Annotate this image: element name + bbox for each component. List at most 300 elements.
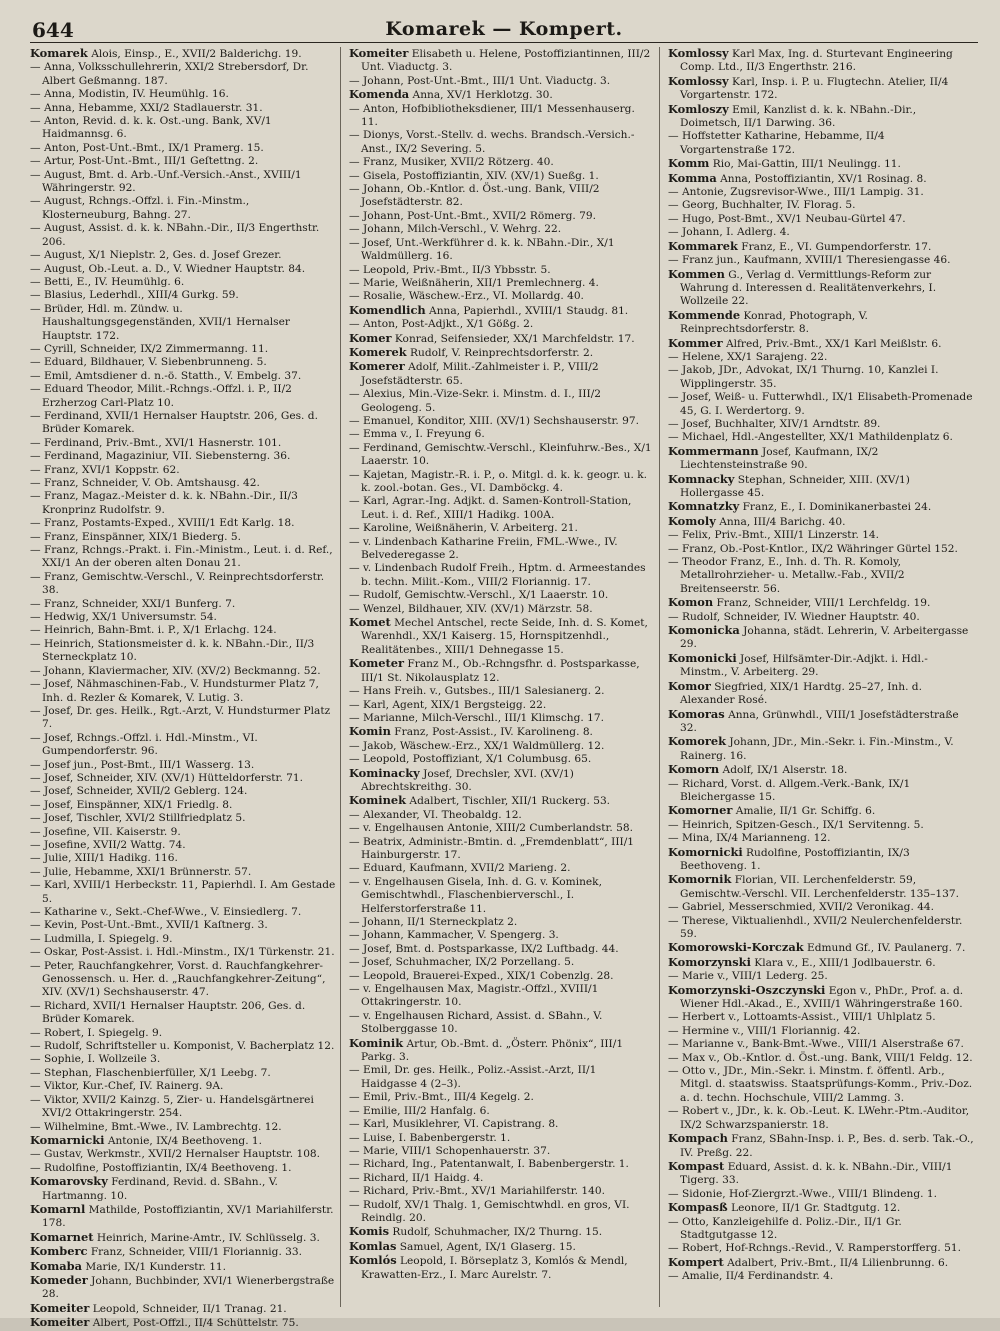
- directory-entry: [349, 1199, 655, 1226]
- entry-text: Anna, Papierhdl., XVIII/1 Staudg. 81.: [425, 304, 629, 317]
- directory-entry: [30, 571, 336, 598]
- directory-entry: [30, 531, 336, 544]
- directory-entry: [349, 1240, 655, 1254]
- directory-entry: [668, 445, 974, 473]
- entry-surname: Kommen: [668, 266, 725, 281]
- entry-text: Siegfried, XIX/1 Hardtg. 25–27, Inh. d. Alexander Rosé.: [680, 680, 922, 707]
- entry-text: — Emilie, III/2 Hanfalg. 6.: [349, 1104, 490, 1117]
- directory-entry: [30, 544, 336, 571]
- directory-entry: [349, 47, 655, 75]
- entry-text: — Franz, Gemischtw.-Verschl., V. Reinprechtsdorferstr. 38.: [30, 570, 325, 597]
- directory-entry: [668, 254, 974, 267]
- directory-entry: [30, 1245, 336, 1259]
- entry-text: — Franz, Rchngs.-Prakt. i. Fin.-Ministm., Leut. i. d. Ref., XXI/1 An der oberen alten Donau 21.: [30, 544, 333, 570]
- entry-text: — August, X/1 Nieplstr. 2, Ges. d. Josef Grezer.: [30, 249, 282, 262]
- directory-entry: [668, 309, 974, 337]
- directory-entry: [30, 450, 336, 463]
- entry-text: Alfred, Priv.-Bmt., XX/1 Karl Meißlstr. 6.: [722, 337, 942, 350]
- page-number: 644: [32, 18, 74, 42]
- directory-entry: [349, 536, 655, 563]
- entry-text: — Franz, XVI/1 Koppstr. 62.: [30, 463, 180, 476]
- entry-text: — Peter, Rauchfangkehrer, Vorst. d. Rauchfangkehrer-Genossensch. u. Her. d. „Rauchfangkehrer-Zeitung“, XIV. (XV/1) Sechshauserstr. 47.: [30, 959, 326, 999]
- directory-entry: [349, 699, 655, 712]
- entry-surname: Komarovsky: [30, 1174, 108, 1189]
- directory-entry: [349, 876, 655, 916]
- entry-text: — Max v., Ob.-Kntlor. d. Öst.-ung. Bank, VIII/1 Feldg. 12.: [668, 1051, 973, 1064]
- directory-entry: [668, 1201, 974, 1215]
- directory-entry: [30, 383, 336, 410]
- directory-entry: [349, 1185, 655, 1198]
- directory-entry: [349, 983, 655, 1010]
- directory-entry: [30, 249, 336, 262]
- entry-text: — Josefine, VII. Kaiserstr. 9.: [30, 825, 181, 838]
- directory-entry: [349, 304, 655, 318]
- entry-surname: Komerer: [349, 359, 405, 374]
- directory-entry: [30, 812, 336, 825]
- directory-entry: [668, 1052, 974, 1065]
- directory-entry: [349, 822, 655, 835]
- directory-entry: [30, 1274, 336, 1302]
- entry-text: Mathilde, Postoffiziantin, XV/1 Mariahilferstr. 178.: [42, 1203, 334, 1230]
- entry-surname: Kometer: [349, 656, 405, 671]
- entry-text: — Kajetan, Magistr.-R. i. P., o. Mitgl. d. k. k. geogr. u. k. k. zool.-botan. Ges., VI. Damböckg. 4.: [349, 468, 648, 494]
- directory-entry: [349, 1158, 655, 1171]
- entry-text: — Beatrix, Administr.-Bmtin. d. „Fremdenblatt“, III/1 Hainburgerstr. 17.: [349, 835, 635, 861]
- entry-text: — Eduard Theodor, Milit.-Rchngs.-Offzl. i. P., II/2 Erzherzog Carl-Platz 10.: [30, 383, 292, 409]
- entry-text: Rudolf, V. Reinprechtsdorferstr. 2.: [406, 346, 594, 359]
- directory-entry: [349, 170, 655, 183]
- directory-entry: [668, 804, 974, 818]
- directory-entry: [30, 169, 336, 196]
- entry-text: — Theodor Franz, E., Inh. d. Th. R. Komoly, Metallrohrzieher- u. Metallw.-Fab., XVII/2 Breitenseerstr. 56.: [668, 556, 905, 595]
- directory-entry: [349, 522, 655, 535]
- directory-entry: [349, 862, 655, 875]
- directory-entry: [349, 929, 655, 942]
- directory-entry: [668, 901, 974, 914]
- entry-text: — Eduard, Bildhauer, V. Siebenbrunneng. 5.: [30, 356, 267, 369]
- entry-text: — Johann, Post-Unt.-Bmt., III/1 Unt. Viaductg. 3.: [349, 74, 611, 87]
- directory-entry: [668, 172, 974, 186]
- entry-text: — Oskar, Post-Assist. i. Hdl.-Minstm., IX/1 Türkenstr. 21.: [30, 946, 335, 959]
- entry-surname: Komonicki: [668, 650, 737, 665]
- entry-surname: Komma: [668, 170, 717, 185]
- entry-text: — Ferdinand, Priv.-Bmt., XVI/1 Hasnerstr. 101.: [30, 436, 282, 449]
- entry-text: — Robert, I. Spiegelg. 9.: [30, 1026, 163, 1039]
- directory-entry: [668, 226, 974, 239]
- directory-entry: [30, 933, 336, 946]
- directory-entry: [30, 1203, 336, 1231]
- directory-entry: [30, 1316, 336, 1330]
- entry-surname: Komlós: [349, 1253, 397, 1268]
- entry-text: — Josef, Weiß- u. Futterwhdl., IX/1 Elisabeth-Promenade 45, G. I. Werdertorg. 9.: [668, 391, 973, 417]
- entry-text: — Wenzel, Bildhauer, XIV. (XV/1) Märzstr. 58.: [349, 602, 593, 615]
- column-middle: [349, 47, 660, 1307]
- entry-text: G., Verlag d. Vermittlungs-Reform zur Wahrung d. Interessen d. Realitätenverkehrs, I. Wollzeile 22.: [680, 268, 937, 308]
- directory-entry: [349, 712, 655, 725]
- entry-text: — Franz, Schneider, V. Ob. Amtshausg. 42.: [30, 477, 260, 489]
- entry-text: — v. Engelhausen Richard, Assist. d. SBahn., V. Stolberggasse 10.: [349, 1009, 603, 1036]
- entry-surname: Komarek: [30, 46, 88, 60]
- directory-entry: [30, 759, 336, 772]
- entry-text: — Viktor, XVII/2 Kainzg. 5, Zier- u. Handelsgärtnerei XVI/2 Ottakringerstr. 254.: [30, 1093, 314, 1120]
- directory-entry: [30, 1080, 336, 1093]
- entry-surname: Komerek: [349, 344, 407, 359]
- directory-entry: [668, 1132, 974, 1160]
- directory-entry: [30, 1053, 336, 1066]
- directory-entry: [349, 1010, 655, 1037]
- entry-text: Albert, Post-Offzl., II/4 Schüttelstr. 75.: [89, 1317, 299, 1330]
- directory-entry: [668, 351, 974, 364]
- entry-text: — Marianne, Milch-Verschl., III/1 Klimschg. 17.: [349, 711, 604, 724]
- entry-text: — Heinrich, Spitzen-Gesch., IX/1 Servitenng. 5.: [668, 818, 924, 831]
- entry-surname: Kompast: [668, 1158, 725, 1173]
- entry-text: — Brüder, Hdl. m. Zündw. u. Haushaltungsgegenständen, XVII/1 Hernalser Hauptstr. 172.: [30, 302, 290, 342]
- entry-surname: Komer: [349, 330, 392, 345]
- entry-surname: Komorek: [668, 734, 727, 749]
- directory-entry: [349, 210, 655, 223]
- directory-entry: [349, 725, 655, 739]
- directory-entry: [349, 103, 655, 130]
- entry-text: — Josef, Schuhmacher, IX/2 Porzellang. 5.: [349, 956, 575, 969]
- entry-surname: Komnatzky: [668, 499, 740, 514]
- entry-text: — Jakob, JDr., Advokat, IX/1 Thurng. 10, Kanzlei I. Wipplingerstr. 35.: [668, 364, 939, 390]
- entry-surname: Komloszy: [668, 101, 729, 116]
- entry-text: — Emil, Amtsdiener d. n.-ö. Statth., V. Embelg. 37.: [30, 369, 302, 382]
- entry-text: — Rudolf, Schriftsteller u. Komponist, V. Bacherplatz 12.: [30, 1040, 335, 1053]
- directory-entry: [349, 809, 655, 822]
- entry-text: — Ferdinand, XVII/1 Hernalser Hauptstr. 206, Ges. d. Brüder Komarek.: [30, 409, 318, 436]
- entry-text: — Stephan, Flaschenbierfüller, X/1 Leebg. 7.: [30, 1066, 271, 1079]
- entry-surname: Komeiter: [30, 1315, 90, 1330]
- directory-entry: [668, 1242, 974, 1255]
- entry-text: Franz, E., VI. Gumpendorferstr. 17.: [737, 240, 932, 253]
- entry-text: — Emil, Dr. ges. Heilk., Poliz.-Assist.-Arzt, II/1 Haidgasse 4 (2–3).: [349, 1064, 597, 1090]
- entry-text: Johanna, städt. Lehrerin, V. Arbeitergasse 29.: [680, 625, 969, 651]
- directory-entry: [349, 442, 655, 469]
- entry-text: — Anna, Hebamme, XXI/2 Stadlauerstr. 31.: [30, 101, 263, 114]
- entry-text: — Amalie, II/4 Ferdinandstr. 4.: [668, 1270, 834, 1283]
- entry-text: — Emil, Priv.-Bmt., III/4 Kegelg. 2.: [349, 1091, 534, 1104]
- directory-entry: [30, 142, 336, 155]
- entry-text: — Leopold, Postoffiziant, X/1 Columbusg. 65.: [349, 753, 592, 766]
- entry-text: Franz, E., I. Dominikanerbastei 24.: [739, 501, 932, 514]
- entry-text: — Rudolf, XV/1 Thalg. 1, Gemischtwhdl. en gros, VI. Reindlg. 20.: [349, 1198, 630, 1224]
- directory-entry: [668, 970, 974, 983]
- directory-entry: [349, 277, 655, 290]
- directory-entry: [668, 1160, 974, 1188]
- entry-text: — Georg, Buchhalter, IV. Florag. 5.: [668, 199, 856, 212]
- entry-text: — Johann, Kammacher, V. Spengerg. 3.: [349, 929, 559, 942]
- entry-text: — Franz, Einspänner, XIX/1 Biederg. 5.: [30, 530, 241, 543]
- directory-entry: [668, 1216, 974, 1243]
- entry-text: — Johann, Ob.-Kntlor. d. Öst.-ung. Bank, VIII/2 Josefstädterstr. 82.: [349, 183, 600, 209]
- entry-text: Eduard, Assist. d. k. k. NBahn.-Dir., VIII/1 Tigerg. 33.: [680, 1160, 953, 1187]
- entry-text: Emil, Kanzlist d. k. k. NBahn.-Dir., Doimetsch, II/1 Darwing. 36.: [680, 103, 917, 130]
- directory-entry: [349, 1225, 655, 1239]
- entry-text: — Franz, Magaz.-Meister d. k. k. NBahn.-Dir., II/3 Kronprinz Rudolfstr. 9.: [30, 490, 298, 516]
- entry-text: Leopold, I. Börseplatz 3, Komlós & Mendl, Krawatten-Erz., I. Marc Aurelstr. 7.: [361, 1255, 628, 1281]
- entry-text: — Alexander, VI. Theobaldg. 12.: [349, 808, 522, 821]
- directory-entry: [30, 61, 336, 88]
- entry-text: — Josef, Nähmaschinen-Fab., V. Hundsturmer Platz 7, Inh. d. Rezler & Komarek, V. Lutig. 3.: [30, 678, 319, 704]
- entry-text: — Rudolfine, Postoffiziantin, IX/4 Beethoveng. 1.: [30, 1161, 292, 1174]
- directory-entry: [30, 370, 336, 383]
- entry-text: Adalbert, Tischler, XII/1 Ruckerg. 53.: [406, 795, 611, 808]
- directory-entry: [349, 264, 655, 277]
- entry-surname: Komarnicki: [30, 1132, 105, 1147]
- entry-text: — Josef, Bmt. d. Postsparkasse, IX/2 Luftbadg. 44.: [349, 942, 619, 955]
- entry-text: — Johann, Klaviermacher, XIV. (XV/2) Beckmanng. 52.: [30, 664, 321, 677]
- directory-entry: [668, 708, 974, 736]
- directory-entry: [30, 1040, 336, 1053]
- directory-entry: [668, 364, 974, 391]
- entry-text: — Emanuel, Konditor, XIII. (XV/1) Sechshauserstr. 97.: [349, 414, 639, 427]
- entry-surname: Komlas: [349, 1238, 397, 1253]
- entry-text: Artur, Ob.-Bmt. d. „Österr. Phönix“, III/1 Parkg. 3.: [361, 1037, 624, 1064]
- entry-text: — Helene, XX/1 Sarajeng. 22.: [668, 350, 828, 363]
- entry-text: Anna, Grünwhdl., VIII/1 Josefstädterstraße 32.: [680, 708, 959, 734]
- entry-text: Anna, III/4 Barichg. 40.: [715, 515, 846, 528]
- entry-text: Rudolf, Schuhmacher, IX/2 Thurng. 15.: [389, 1226, 603, 1239]
- entry-surname: Kompert: [668, 1254, 724, 1269]
- directory-entry: [349, 1132, 655, 1145]
- directory-entry: [668, 819, 974, 832]
- directory-entry: [668, 680, 974, 708]
- directory-entry: [349, 388, 655, 415]
- entry-text: — v. Lindenbach Katharine Freiin, FML.-Wwe., IV. Belvederegasse 2.: [349, 535, 618, 562]
- entry-surname: Komornik: [668, 872, 732, 887]
- entry-text: — Karl, Agent, XIX/1 Bergsteigg. 22.: [349, 698, 547, 711]
- entry-text: — Artur, Post-Unt.-Bmt., III/1 Geſtettng. 2.: [30, 155, 259, 168]
- entry-text: — Josef, Einspänner, XIX/1 Friedlg. 8.: [30, 798, 233, 811]
- directory-entry: [349, 469, 655, 496]
- directory-entry: [30, 1260, 336, 1274]
- directory-entry: [668, 268, 974, 309]
- entry-text: — Richard, Ing., Patentanwalt, I. Babenbergerstr. 1.: [349, 1158, 629, 1171]
- directory-entry: [30, 1134, 336, 1148]
- entry-text: Ferdinand, Revid. d. SBahn., V. Hartmanng. 10.: [42, 1176, 278, 1202]
- entry-text: — Richard, Priv.-Bmt., XV/1 Mariahilferstr. 140.: [349, 1185, 605, 1198]
- entry-surname: Komoly: [668, 513, 716, 528]
- entry-text: — Rosalie, Wäschew.-Erz., VI. Mollardg. 40.: [349, 290, 584, 303]
- directory-entry: [349, 562, 655, 589]
- directory-entry: [668, 778, 974, 805]
- entry-text: — Blasius, Lederhdl., XIII/4 Gurkg. 59.: [30, 289, 239, 302]
- entry-text: — Josef, Schneider, XVII/2 Geblerg. 124.: [30, 785, 248, 798]
- entry-text: — Herbert v., Lottoamts-Assist., VIII/1 Uhlplatz 5.: [668, 1011, 936, 1024]
- page-title: Komarek — Kompert.: [385, 18, 623, 40]
- entry-text: Antonie, IX/4 Beethoveng. 1.: [104, 1134, 263, 1147]
- entry-surname: Komornicki: [668, 844, 743, 859]
- entry-text: — Anton, Revid. d. k. k. Ost.-ung. Bank, XV/1 Haidmannsg. 6.: [30, 115, 272, 141]
- entry-text: — Gustav, Werkmstr., XVII/2 Hernalser Hauptstr. 108.: [30, 1148, 321, 1161]
- entry-text: Johann, JDr., Min.-Sekr. i. Fin.-Minstm., V. Rainerg. 16.: [680, 736, 954, 762]
- directory-entry: [349, 1254, 655, 1282]
- directory-entry: [668, 543, 974, 556]
- entry-surname: Komlossy: [668, 46, 729, 60]
- entry-text: — Gisela, Postoffiziantin, XIV. (XV/1) Sueßg. 1.: [349, 169, 599, 182]
- entry-surname: Komorner: [668, 803, 733, 818]
- directory-entry: [30, 102, 336, 115]
- directory-entry: [30, 1302, 336, 1316]
- directory-entry: [30, 477, 336, 490]
- directory-entry: [349, 332, 655, 346]
- directory-entry: [349, 589, 655, 602]
- entry-surname: Kommer: [668, 335, 723, 350]
- directory-entry: [30, 852, 336, 865]
- entry-text: Florian, VII. Lerchenfelderstr. 59, Gemischtw.-Verschl. VII. Lerchenfelderstr. 135–137.: [680, 874, 960, 900]
- entry-text: — Hans Freih. v., Gutsbes., III/1 Salesianerg. 2.: [349, 685, 605, 698]
- entry-text: — Betti, E., IV. Heumühlg. 6.: [30, 275, 185, 288]
- entry-text: — Josef, Dr. ges. Heilk., Rgt.-Arzt, V. Hundsturmer Platz 7.: [30, 704, 331, 731]
- entry-text: — Franz, Ob.-Post-Kntlor., IX/2 Währinger Gürtel 152.: [668, 542, 958, 555]
- entry-text: — Michael, Hdl.-Angestellter, XX/1 Mathildenplatz 6.: [668, 431, 953, 444]
- directory-entry: [668, 956, 974, 970]
- directory-entry: [30, 1067, 336, 1080]
- entry-surname: Komeiter: [349, 46, 409, 60]
- entry-text: — Sidonie, Hof-Ziergrzt.-Wwe., VIII/1 Blindeng. 1.: [668, 1187, 937, 1200]
- entry-text: — Gabriel, Messerschmied, XVII/2 Veronikag. 44.: [668, 901, 935, 914]
- directory-entry: [349, 1145, 655, 1158]
- directory-entry: [30, 919, 336, 932]
- directory-entry: [30, 638, 336, 665]
- entry-surname: Komendlich: [349, 302, 426, 317]
- entry-surname: Kommermann: [668, 443, 759, 458]
- directory-entry: [30, 906, 336, 919]
- entry-text: — Robert, Hof-Rchngs.-Revid., V. Ramperstorfferg. 51.: [668, 1242, 961, 1255]
- directory-entry: [668, 873, 974, 901]
- entry-surname: Komor: [668, 678, 711, 693]
- directory-entry: [30, 826, 336, 839]
- directory-entry: [668, 915, 974, 942]
- entry-text: — Julie, Hebamme, XXI/1 Brünnerstr. 57.: [30, 865, 252, 878]
- directory-entry: [349, 75, 655, 88]
- entry-text: — Franz, Postamts-Exped., XVIII/1 Edt Karlg. 18.: [30, 517, 295, 530]
- entry-text: — Hedwig, XX/1 Universumstr. 54.: [30, 611, 217, 624]
- directory-entry: [668, 1038, 974, 1051]
- entry-text: Franz, Schneider, VIII/1 Floriannig. 33.: [87, 1246, 303, 1259]
- directory-entry: [668, 500, 974, 514]
- directory-entry: [668, 240, 974, 254]
- entry-text: — Luise, I. Babenbergerstr. 1.: [349, 1131, 511, 1144]
- entry-text: Anna, XV/1 Herklotzg. 30.: [409, 89, 553, 102]
- entry-text: — Hermine v., VIII/1 Floriannig. 42.: [668, 1024, 861, 1037]
- directory-entry: [349, 1037, 655, 1065]
- directory-entry: [349, 318, 655, 331]
- directory-entry: [30, 490, 336, 517]
- entry-surname: Komaba: [30, 1258, 83, 1273]
- entry-surname: Komet: [349, 615, 391, 630]
- entry-text: Alois, Einsp., E., XVII/2 Balderichg. 19.: [87, 48, 302, 60]
- directory-entry: [668, 515, 974, 529]
- entry-text: — Heinrich, Stationsmeister d. k. k. NBahn.-Dir., II/3 Sterneckplatz 10.: [30, 637, 315, 664]
- entry-text: Klara v., E., XIII/1 Jodlbauerstr. 6.: [750, 956, 936, 969]
- directory-entry: [668, 337, 974, 351]
- entry-text: — Ferdinand, Magaziniur, VII. Siebensterng. 36.: [30, 450, 291, 463]
- entry-surname: Kommarek: [668, 238, 738, 253]
- entry-text: — Heinrich, Bahn-Bmt. i. P., X/1 Erlachg. 124.: [30, 624, 277, 637]
- directory-entry: [668, 846, 974, 874]
- entry-surname: Komoras: [668, 706, 725, 721]
- directory-entry: [668, 624, 974, 652]
- entry-text: — Karl, Musiklehrer, VI. Capistrang. 8.: [349, 1118, 559, 1131]
- columns: [30, 46, 978, 1330]
- directory-entry: [668, 984, 974, 1012]
- entry-text: — Eduard, Kaufmann, XVII/2 Marieng. 2.: [349, 862, 571, 875]
- directory-entry: [30, 598, 336, 611]
- directory-entry: [349, 346, 655, 360]
- directory-entry: [30, 611, 336, 624]
- page-header: [30, 10, 978, 43]
- directory-entry: [668, 1065, 974, 1105]
- directory-entry: [30, 437, 336, 450]
- directory-entry: [349, 129, 655, 156]
- entry-text: — Franz jun., Kaufmann, XVIII/1 Theresiengasse 46.: [668, 254, 951, 267]
- directory-entry: [668, 431, 974, 444]
- directory-entry: [349, 1064, 655, 1091]
- directory-entry: [349, 616, 655, 657]
- directory-entry: [668, 611, 974, 624]
- entry-text: — Hugo, Post-Bmt., XV/1 Neubau-Gürtel 47.: [668, 212, 906, 225]
- directory-entry: [30, 799, 336, 812]
- entry-surname: Komm: [668, 156, 710, 171]
- column-left: [30, 46, 341, 1330]
- entry-text: — v. Engelhausen Max, Magistr.-Offzl., XVIII/1 Ottakringerstr. 10.: [349, 983, 599, 1009]
- directory-entry: [668, 186, 974, 199]
- directory-entry: [30, 1094, 336, 1121]
- directory-entry: [668, 832, 974, 845]
- entry-surname: Kompasß: [668, 1200, 728, 1215]
- entry-surname: Komorn: [668, 762, 720, 777]
- entry-text: — Karl, XVIII/1 Herbeckstr. 11, Papierhdl. I. Am Gestade 5.: [30, 879, 336, 905]
- directory-entry: [668, 652, 974, 680]
- directory-entry: [30, 1027, 336, 1040]
- entry-surname: Komon: [668, 595, 714, 610]
- entry-text: — Mina, IX/4 Marianneng. 12.: [668, 832, 831, 845]
- entry-text: — Johann, I. Adlerg. 4.: [668, 226, 790, 239]
- entry-surname: Kompach: [668, 1131, 728, 1146]
- entry-text: — Karl, Agrar.-Ing. Adjkt. d. Samen-Kontroll-Station, Leut. i. d. Ref., XIII/1 Hadikg. 100A.: [349, 495, 632, 521]
- entry-text: Josef, Hilfsämter-Dir.-Adjkt. i. Hdl.-Minstm., V. Arbeiterg. 29.: [680, 652, 928, 679]
- entry-text: — Josef jun., Post-Bmt., III/1 Wasserg. 13.: [30, 758, 255, 771]
- entry-text: — Rudolf, Gemischtw.-Verschl., X/1 Laaerstr. 10.: [349, 589, 609, 602]
- entry-text: Leonore, II/1 Gr. Stadtgutg. 12.: [727, 1202, 901, 1215]
- entry-surname: Kominik: [349, 1035, 404, 1050]
- directory-entry: [668, 735, 974, 763]
- entry-surname: Kominacky: [349, 765, 420, 780]
- directory-entry: [668, 418, 974, 431]
- entry-surname: Komin: [349, 724, 391, 739]
- directory-entry: [349, 223, 655, 236]
- entry-text: — Wilhelmine, Bmt.-Wwe., IV. Lambrechtg. 12.: [30, 1120, 282, 1133]
- directory-entry: [668, 47, 974, 75]
- directory-entry: [668, 1256, 974, 1270]
- directory-entry: [668, 1011, 974, 1024]
- entry-text: — Otto, Kanzleigehilfe d. Poliz.-Dir., II/1 Gr. Stadtgutgasse 12.: [668, 1215, 902, 1241]
- directory-entry: [349, 794, 655, 808]
- entry-text: Stephan, Schneider, XIII. (XV/1) Hollergasse 45.: [680, 473, 910, 499]
- entry-text: Franz M., Ob.-Rchngsfhr. d. Postsparkasse, III/1 St. Nikolausplatz 12.: [361, 658, 640, 684]
- directory-entry: [349, 1091, 655, 1104]
- entry-text: — Marianne v., Bank-Bmt.-Wwe., VIII/1 Alserstraße 67.: [668, 1038, 964, 1051]
- entry-surname: Komberc: [30, 1244, 88, 1259]
- entry-text: — Julie, XIII/1 Hadikg. 116.: [30, 852, 178, 865]
- entry-text: Amalie, II/1 Gr. Schiffg. 6.: [732, 805, 876, 818]
- entry-text: Josef, Kaufmann, IX/2 Liechtensteinstraße 90.: [680, 445, 879, 472]
- entry-text: — Anton, Post-Adjkt., X/1 Gößg. 2.: [349, 318, 534, 331]
- directory-entry: [30, 772, 336, 785]
- entry-text: Franz, SBahn-Insp. i. P., Bes. d. serb. Tak.-O., IV. Preßg. 22.: [680, 1133, 974, 1159]
